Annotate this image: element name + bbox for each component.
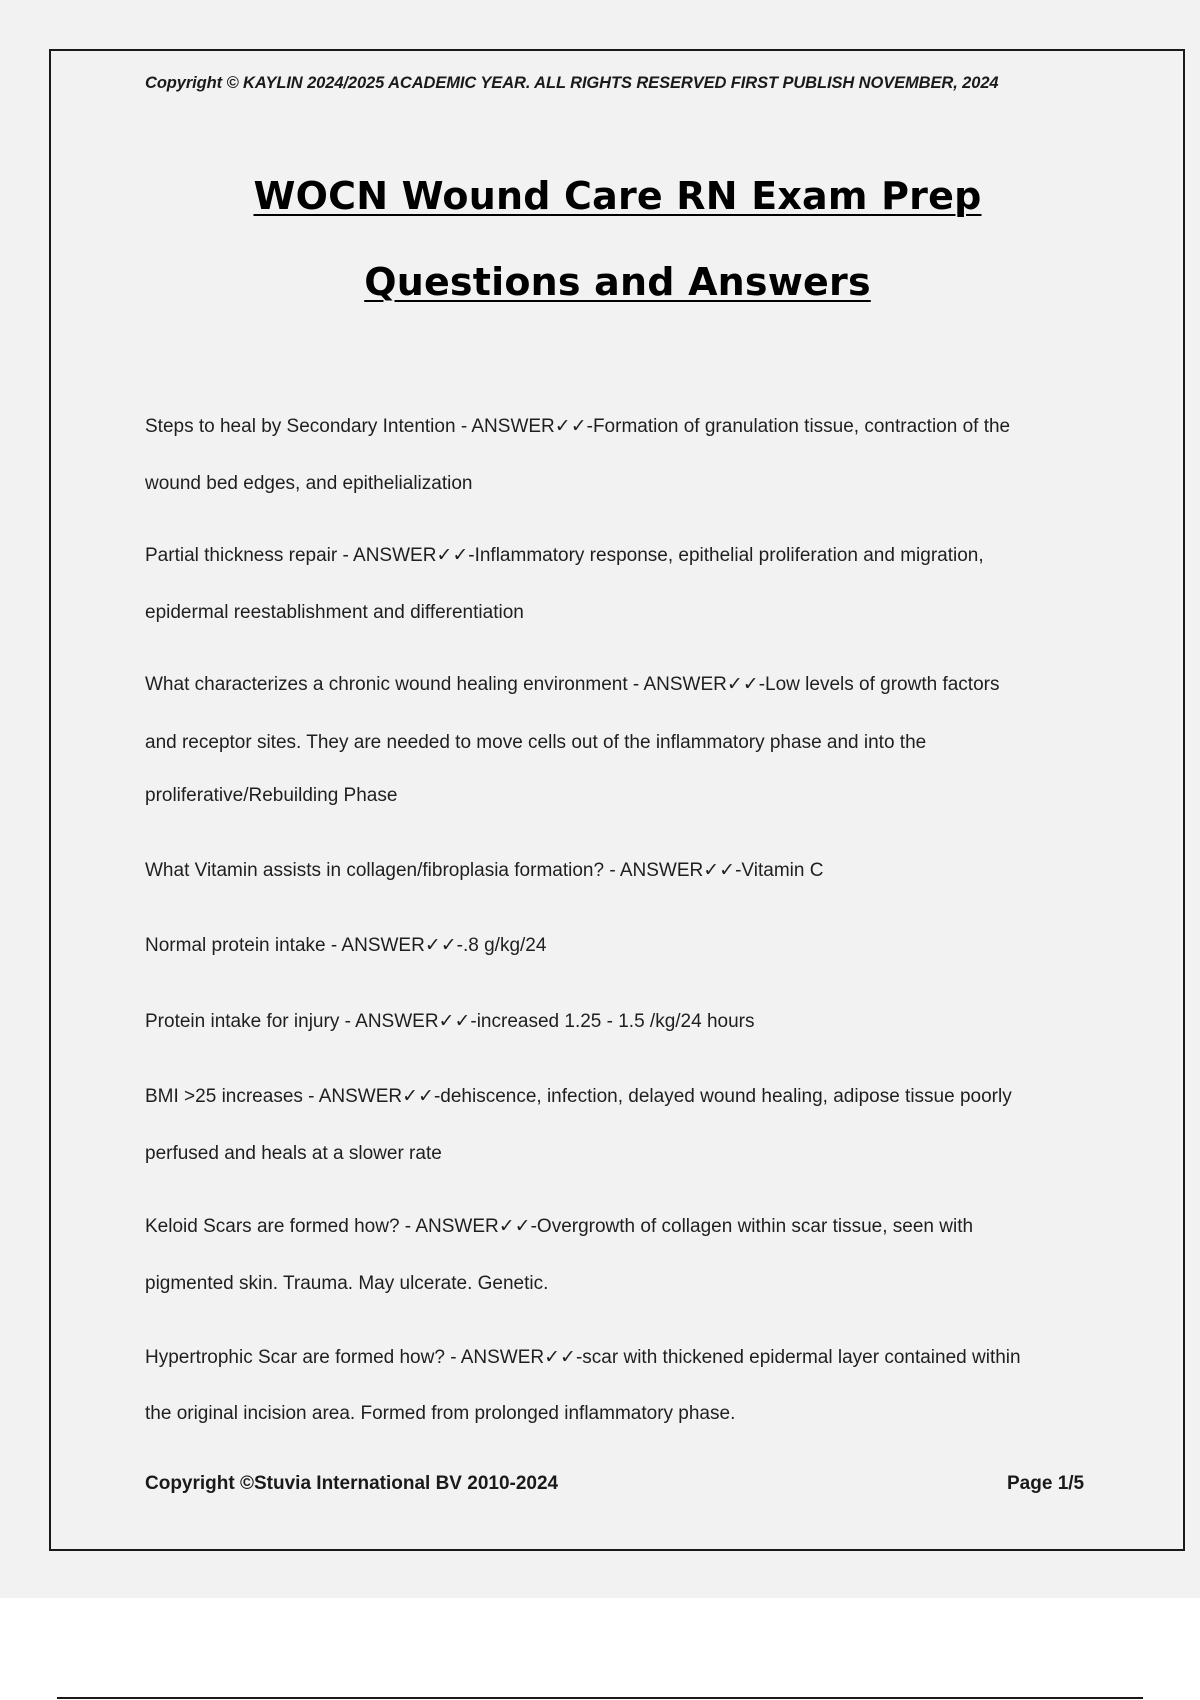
qa-item-1-line-1: Steps to heal by Secondary Intention - ANSWER✓✓-Formation of granulation tissue, contraction of the bbox=[145, 416, 1011, 437]
page-number: Page 1/5 bbox=[1007, 1473, 1085, 1494]
qa-item-7-line-1: BMI >25 increases - ANSWER✓✓-dehiscence, infection, delayed wound healing, adipose tissue poorly bbox=[145, 1086, 1012, 1107]
qa-item-2-line-2: epidermal reestablishment and differentiation bbox=[145, 602, 524, 623]
qa-item-1-line-2: wound bed edges, and epithelialization bbox=[145, 473, 473, 494]
qa-item-8-line-1: Keloid Scars are formed how? - ANSWER✓✓-Overgrowth of collagen within scar tissue, seen with bbox=[145, 1216, 974, 1237]
qa-item-7-line-2: perfused and heals at a slower rate bbox=[145, 1143, 442, 1164]
qa-item-5-line-1: Normal protein intake - ANSWER✓✓-.8 g/kg/24 bbox=[145, 935, 547, 956]
qa-item-6-line-1: Protein intake for injury - ANSWER✓✓-increased 1.25 - 1.5 /kg/24 hours bbox=[145, 1011, 755, 1032]
qa-item-4-line-1: What Vitamin assists in collagen/fibroplasia formation? - ANSWER✓✓-Vitamin C bbox=[145, 860, 824, 881]
footer-copyright: Copyright ©Stuvia International BV 2010-2024 bbox=[145, 1473, 559, 1494]
qa-item-3-line-3: proliferative/Rebuilding Phase bbox=[145, 785, 398, 806]
qa-item-2-line-1: Partial thickness repair - ANSWER✓✓-Inflammatory response, epithelial proliferation and migration, bbox=[145, 545, 984, 566]
document-title-line-1: WOCN Wound Care RN Exam Prep bbox=[253, 174, 982, 218]
qa-item-3-line-1: What characterizes a chronic wound healing environment - ANSWER✓✓-Low levels of growth factors bbox=[145, 674, 1000, 695]
document-title-line-2: Questions and Answers bbox=[364, 260, 871, 304]
next-page-divider bbox=[57, 1697, 1143, 1699]
qa-item-9-line-2: the original incision area. Formed from prolonged inflammatory phase. bbox=[145, 1403, 736, 1424]
header-copyright: Copyright © KAYLIN 2024/2025 ACADEMIC YEAR. ALL RIGHTS RESERVED FIRST PUBLISH NOVEMBER, 2024 bbox=[145, 74, 999, 92]
qa-item-3-line-2: and receptor sites. They are needed to move cells out of the inflammatory phase and into the bbox=[145, 732, 927, 753]
qa-item-9-line-1: Hypertrophic Scar are formed how? - ANSWER✓✓-scar with thickened epidermal layer contained within bbox=[145, 1347, 1021, 1368]
qa-item-8-line-2: pigmented skin. Trauma. May ulcerate. Genetic. bbox=[145, 1273, 549, 1294]
